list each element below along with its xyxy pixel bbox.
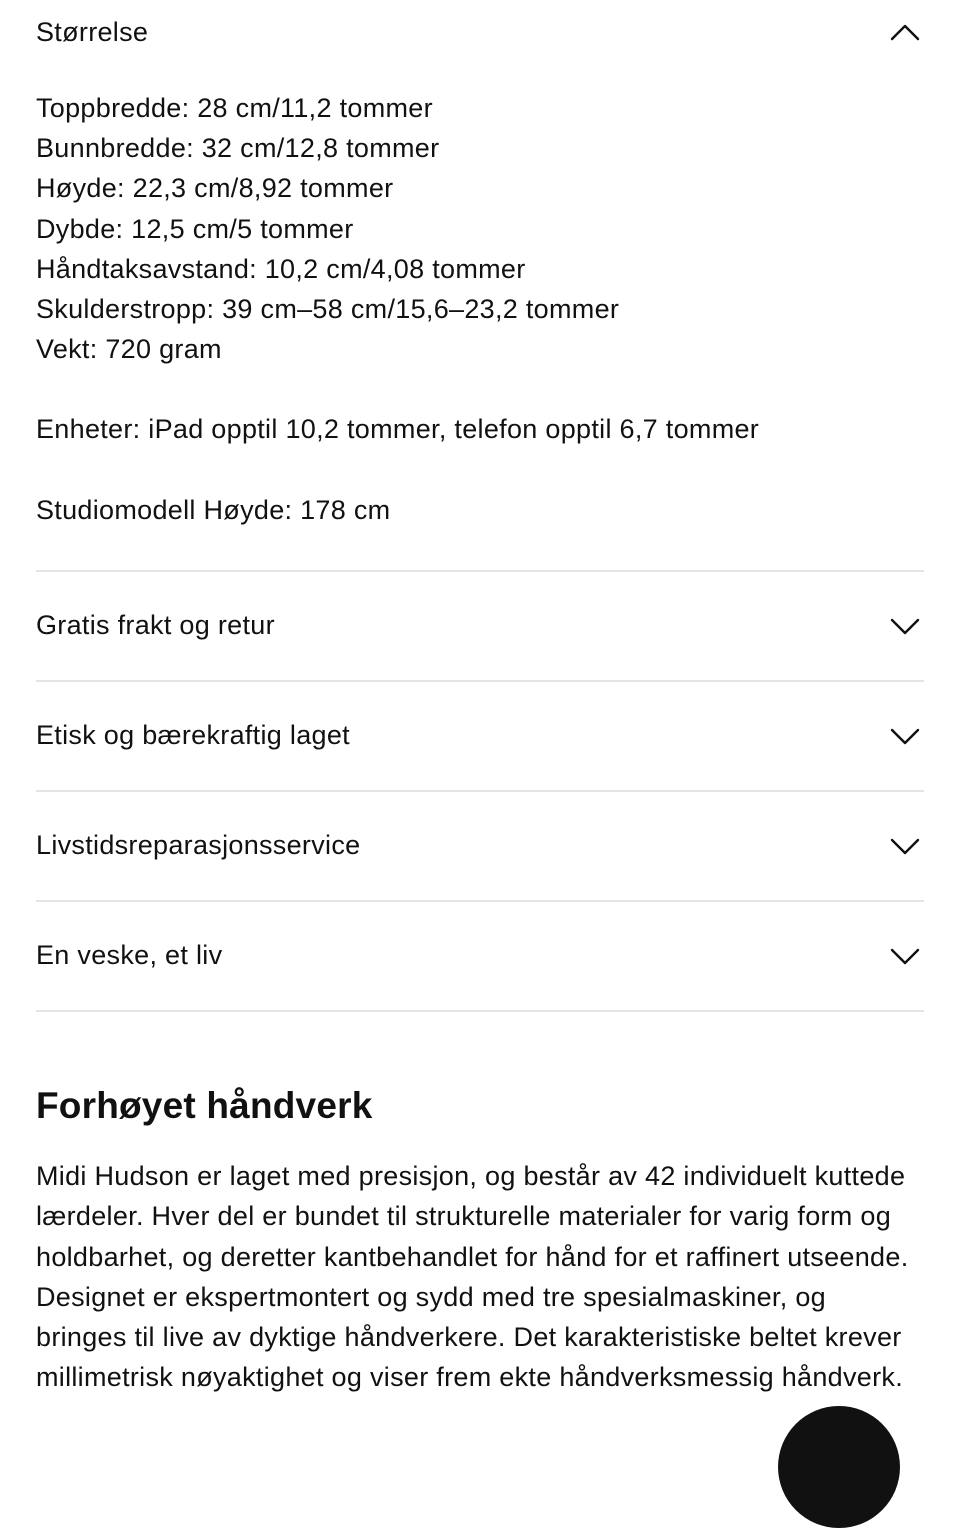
accordion-one-bag[interactable]	[36, 902, 924, 1010]
craft-heading: Forhøyet håndverk	[36, 1084, 373, 1126]
spec-shoulder-strap: Skulderstropp: 39 cm–58 cm/15,6–23,2 tommer	[36, 294, 620, 325]
accordion-ethical-title: Etisk og bærekraftig laget	[36, 720, 350, 751]
spec-devices: Enheter: iPad opptil 10,2 tommer, telefon opptil 6,7 tommer	[36, 414, 760, 445]
accordion-size-title: Størrelse	[36, 16, 149, 47]
spec-height: Høyde: 22,3 cm/8,92 tommer	[36, 173, 394, 204]
chevron-down-icon[interactable]	[890, 947, 920, 965]
spec-depth: Dybde: 12,5 cm/5 tommer	[36, 213, 354, 244]
divider	[36, 1010, 924, 1012]
floating-action-button[interactable]	[778, 1406, 900, 1528]
accordion-repair-title: Livstidsreparasjonsservice	[36, 830, 361, 861]
spec-model-height: Studiomodell Høyde: 178 cm	[36, 494, 391, 525]
chevron-down-icon[interactable]	[890, 727, 920, 745]
accordion-repair[interactable]	[36, 792, 924, 900]
chevron-up-icon[interactable]	[890, 23, 920, 41]
spec-handle-drop: Håndtaksavstand: 10,2 cm/4,08 tommer	[36, 253, 526, 284]
spec-bottom-width: Bunnbredde: 32 cm/12,8 tommer	[36, 133, 440, 164]
spec-weight: Vekt: 720 gram	[36, 334, 222, 365]
accordion-shipping[interactable]	[36, 572, 924, 680]
accordion-one-bag-title: En veske, et liv	[36, 940, 223, 971]
spec-top-width: Toppbredde: 28 cm/11,2 tommer	[36, 93, 433, 123]
chevron-down-icon[interactable]	[890, 837, 920, 855]
craft-description: Midi Hudson er laget med presisjon, og består av 42 individuelt kuttede lærdeler. Hver del er bundet til strukturelle materialer for varig form og holdbarhet, og deretter kantbehandlet for hånd for et raffinert utseende. Designet er ekspertmontert og sydd med tre spesialmaskiner, og bringes til live av dyktige håndverkere. Det karakteristiske beltet krever millimetrisk nøyaktighet og viser frem ekte håndverksmessig håndverk.	[36, 1161, 909, 1393]
accordion-size-content	[36, 64, 924, 570]
product-details	[36, 0, 924, 1397]
chevron-down-icon[interactable]	[890, 617, 920, 635]
accordion-size-header[interactable]	[36, 0, 924, 64]
accordion-shipping-title: Gratis frakt og retur	[36, 610, 275, 641]
accordion-ethical[interactable]	[36, 682, 924, 790]
